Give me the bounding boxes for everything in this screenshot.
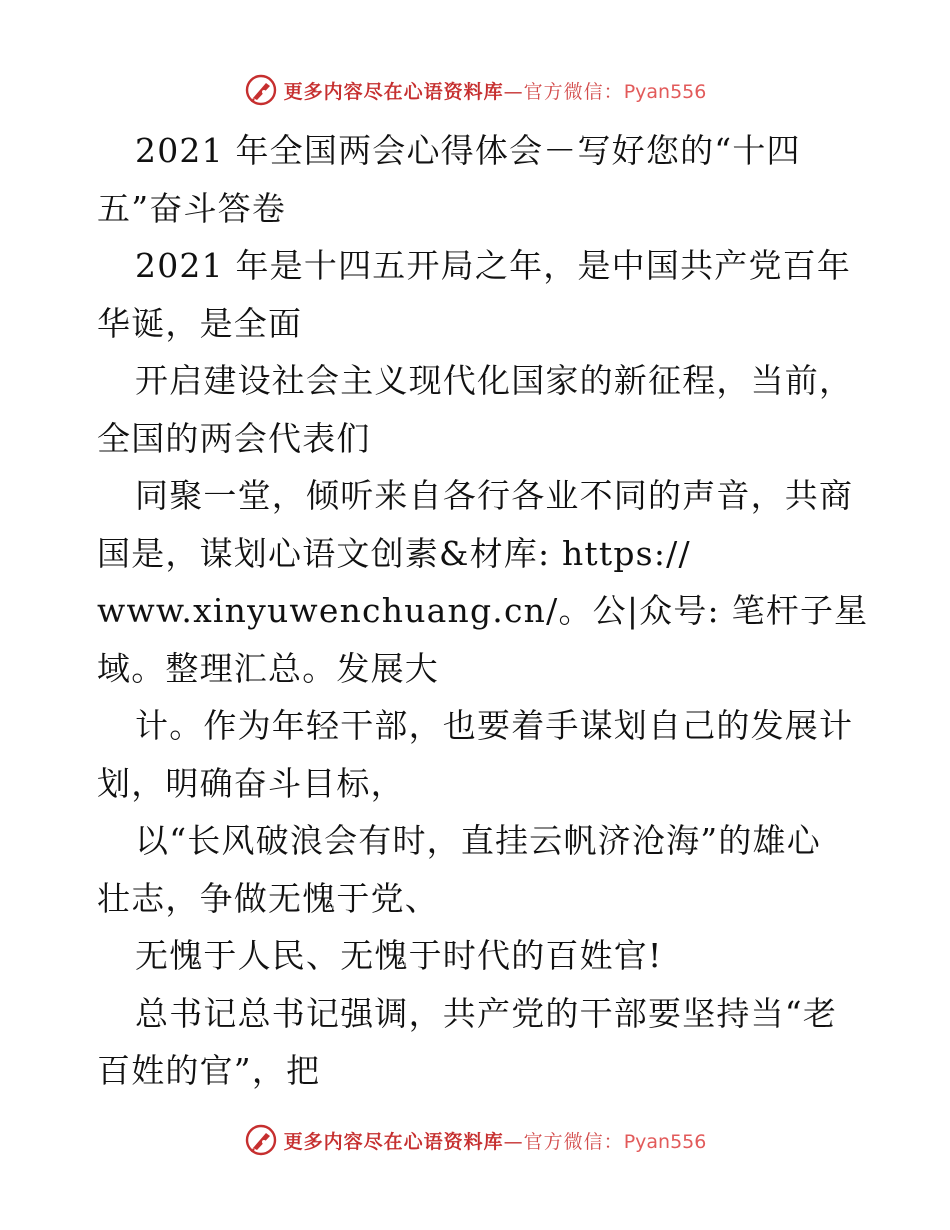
text-line: 同聚一堂，倾听来自各行各业不同的声音，共商: [135, 476, 854, 515]
banner-main-text: 更多内容尽在心语资料库: [283, 80, 504, 103]
text-line: 2021 年是十四五开局之年，是中国共产党百年: [135, 246, 852, 285]
banner-text: [284, 77, 707, 104]
text-line: 以“长风破浪会有时，直挂云帆济沧海”的雄心: [135, 821, 821, 860]
footer-banner: [0, 1120, 950, 1160]
banner-dash: —: [503, 80, 524, 103]
banner-wechat-id: Pyan556: [623, 1130, 707, 1153]
text-line: 总书记总书记强调，共产党的干部要坚持当“老: [135, 993, 838, 1033]
text-line: 百姓的官”，把: [97, 1051, 321, 1090]
banner-dash: —: [503, 1130, 524, 1153]
text-line: 开启建设社会主义现代化国家的新征程，当前，: [135, 361, 854, 400]
text-line: 华诞，是全面: [97, 303, 303, 343]
text-line: 域。整理汇总。发展大: [97, 648, 439, 688]
header-banner: [0, 70, 950, 110]
banner-wechat-label: 官方微信：: [523, 80, 624, 103]
banner-text: [284, 1127, 707, 1154]
text-line: 计。作为年轻干部，也要着手谋划自己的发展计: [135, 706, 854, 745]
banner-main-text: 更多内容尽在心语资料库: [283, 1130, 504, 1153]
text-line: 国是，谋划心语文创素&材库: https://: [97, 533, 691, 573]
text-line: 五”奋斗答卷: [97, 188, 287, 228]
text-line: www.xinyuwenchuang.cn/。公|众号: 笔杆子星: [97, 591, 869, 630]
text-line: 划，明确奋斗目标，: [97, 763, 405, 803]
text-line: 2021 年全国两会心得体会－写好您的“十四: [135, 131, 801, 170]
banner-wechat-id: Pyan556: [623, 80, 707, 103]
quill-pen-icon: [244, 1123, 278, 1157]
text-line: 全国的两会代表们: [97, 418, 371, 458]
banner-wechat-label: 官方微信：: [523, 1130, 624, 1153]
text-line: 壮志，争做无愧于党、: [97, 878, 439, 918]
document-body: [97, 122, 869, 1100]
quill-pen-icon: [244, 73, 278, 107]
text-line: 无愧于人民、无愧于时代的百姓官!: [135, 936, 663, 975]
